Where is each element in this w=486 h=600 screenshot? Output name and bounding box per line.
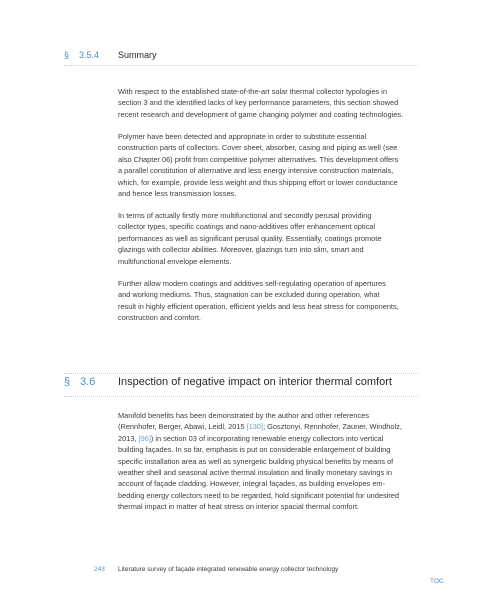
paragraph-3 <box>118 210 418 267</box>
text-line: section 3 and the identified lacks of key performance parameters, this section showed <box>118 98 399 108</box>
section-title: Summary <box>118 50 157 60</box>
section-number: 3.5.4 <box>79 50 100 60</box>
text-line: a parallel constitution of alternative and less energy intensive construction materials, <box>118 166 394 176</box>
page-number: 243 <box>94 566 105 573</box>
text-line: Polymer have been detected and appropriate in order to substitute essential <box>118 132 367 141</box>
dotted-divider <box>64 65 418 66</box>
text-segment: 2013, <box>118 433 139 443</box>
text-line: and working mediums. Thus, stagnation can be excluded during operation, what <box>118 290 380 300</box>
citation-link-130[interactable]: [130] <box>246 422 264 432</box>
text-line: construction parts of collectors. Cover sheet, absorber, casing and piping as well (see <box>118 143 398 153</box>
section-number: 3.6 <box>80 376 96 388</box>
section-heading-3-5-4 <box>0 50 486 66</box>
text-line: With respect to the established state-of-the-art solar thermal collector typologies in <box>118 87 388 96</box>
section-symbol: § <box>64 50 70 60</box>
text-segment: ; Gosztonyi, Rennhofer, Zauner, Windholz, <box>263 422 402 432</box>
text-line <box>118 421 418 432</box>
text-line: specific installation area as well as synergetic building physical benefits by means of <box>118 456 394 466</box>
text-line: result in highly efficient operation, efficient yields and less heat stress for components, <box>118 301 399 311</box>
section-symbol: § <box>64 376 71 388</box>
dotted-divider <box>64 373 418 374</box>
running-footer-title: Literature survey of façade integrated renewable energy collector technology <box>118 566 339 573</box>
text-line: bedding energy collectors need to be regarded, hold significant potential for undesired <box>118 490 400 500</box>
section-heading-3-6 <box>0 376 486 398</box>
text-line: performances as well as significant perusal quality. Essentially, coatings promote <box>118 233 382 243</box>
text-line: recent research and development of game changing polymer and coating technologies. <box>118 109 404 119</box>
paragraph-4 <box>118 278 418 324</box>
text-segment: (Rennhofer, Berger, Abawi, Leidl, 2015 <box>118 422 247 432</box>
citation-link-96[interactable]: [96] <box>138 433 151 443</box>
paragraph-1 <box>118 86 418 120</box>
text-line: account of façade cladding. However, integral façades, as building envelopes em- <box>118 479 386 489</box>
text-line: also Chapter 06) profit from competitive polymer alternatives. This development offers <box>118 154 399 164</box>
text-line: and hence less transmission losses. <box>118 189 237 199</box>
text-segment: ) in section 03 of incorporating renewable energy collectors into vertical <box>150 433 384 443</box>
dotted-divider <box>64 396 418 397</box>
text-line <box>118 433 418 444</box>
text-line: construction and comfort. <box>118 313 201 323</box>
toc-link[interactable]: TOC <box>430 578 444 585</box>
text-line: building façades. In so far, emphasis is put on considerable enlargement of building <box>118 445 391 455</box>
text-line: glazings with collector abilities. Moreover, glazings turn into slim, smart and <box>118 245 364 255</box>
text-line: collector types, specific coatings and nano-additives offer enhancement optical <box>118 222 376 232</box>
text-line: weather shell and seasonal active thermal insulation and finally monetary savings in <box>118 468 393 478</box>
text-line: Manifold benefits has been demonstrated by the author and other references <box>118 411 370 420</box>
text-line: thermal impact in matter of heat stress on interior spacial thermal comfort. <box>118 502 360 512</box>
text-line: In terms of actually firstly more multifunctional and secondly perusal providing <box>118 211 372 220</box>
paragraph-5 <box>118 410 418 513</box>
section-title: Inspection of negative impact on interior thermal comfort <box>118 376 392 388</box>
text-line: Further allow modern coatings and additives self-regulating operation of apertures <box>118 279 386 288</box>
paragraph-2 <box>118 131 418 199</box>
text-line: multifunctional envelope elements. <box>118 256 232 266</box>
text-line: which, for example, provide less weight and thus shipping effort or lower conductance <box>118 177 398 187</box>
